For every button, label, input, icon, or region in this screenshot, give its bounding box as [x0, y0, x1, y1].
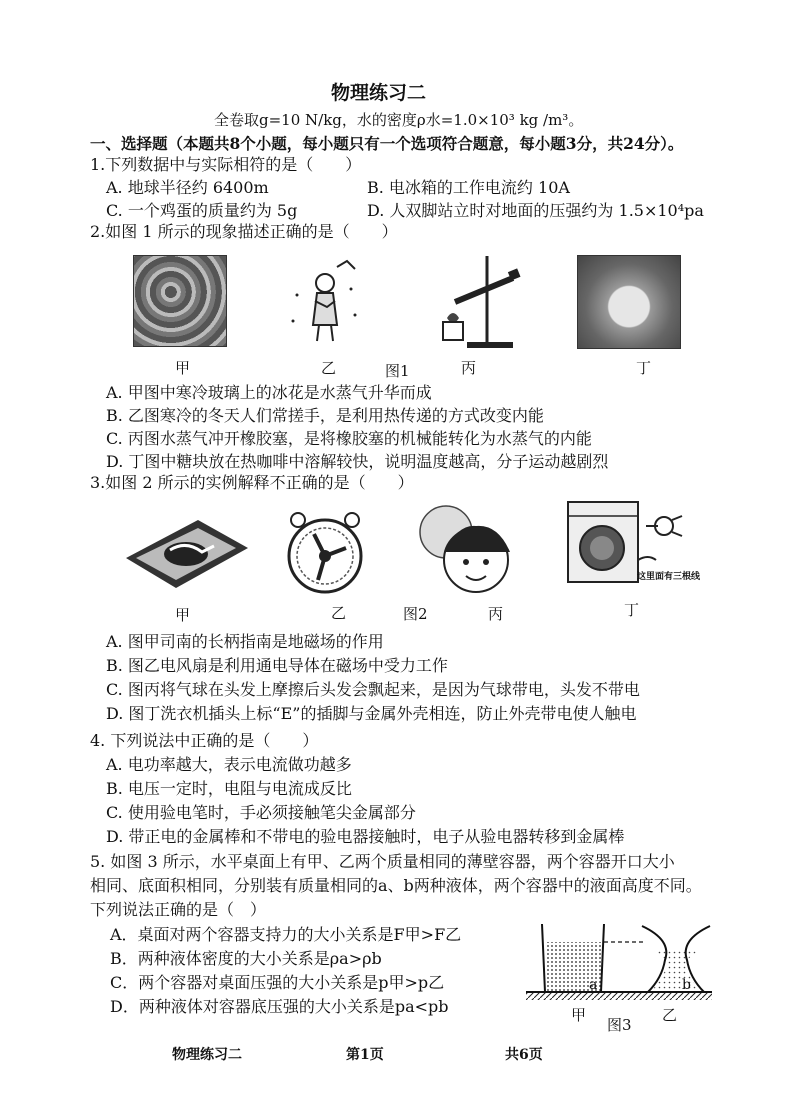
q3-option-d: D. 图丁洗衣机插头上标“E”的插脚与金属外壳相连，防止外壳带电使人触电 [106, 704, 637, 723]
q4-option-d: D. 带正电的金属棒和不带电的验电器接触时，电子从验电器转移到金属棒 [106, 827, 625, 846]
q5-option-b: B．两种液体密度的大小关系是ρa>ρb [110, 949, 382, 968]
q4-option-b: B. 电压一定时，电阻与电流成反比 [106, 779, 352, 798]
fig1-rubbing-hands-illustration [285, 255, 365, 345]
q2-option-d: D. 丁图中糖块放在热咖啡中溶解较快，说明温度越高，分子运动越剧烈 [106, 452, 609, 471]
q1-option-a: A. 地球半径约 6400m [106, 178, 269, 197]
q2-option-b: B. 乙图寒冷的冬天人们常搓手，是利用热传递的方式改变内能 [106, 406, 544, 425]
section-heading: 一、选择题（本题共8个小题，每小题只有一个选项符合题意，每小题3分，共24分）。 [90, 134, 684, 153]
fig3-label-yi: 乙 [662, 1006, 678, 1024]
q4-option-a: A. 电功率越大，表示电流做功越多 [106, 755, 352, 774]
footer-total-pages: 共6页 [505, 1047, 543, 1063]
fig2-label-yi: 乙 [331, 604, 347, 622]
fig1-label-yi: 乙 [321, 359, 337, 377]
fig2-balloon-hair-illustration [406, 504, 524, 598]
q2-stem: 2.如图 1 所示的现象描述正确的是（ ） [90, 222, 398, 241]
q1-option-b: B. 电冰箱的工作电流约 10A [367, 178, 570, 197]
fig1-label-ding: 丁 [636, 359, 652, 377]
q3-option-a: A. 图甲司南的长柄指南是地磁场的作用 [106, 632, 384, 651]
fig1-frost-photo [133, 255, 227, 347]
q1-option-c: C. 一个鸡蛋的质量约为 5g [106, 201, 298, 220]
fig1-label-bing: 丙 [461, 359, 477, 377]
fig1-label-jia: 甲 [175, 359, 191, 377]
q3-stem: 3.如图 2 所示的实例解释不正确的是（ ） [90, 473, 414, 492]
q2-option-a: A. 甲图中寒冷玻璃上的冰花是水蒸气升华而成 [106, 383, 432, 402]
q5-option-d: D．两种液体对容器底压强的大小关系是pa<pb [110, 997, 449, 1016]
fig3-liquid-a-label: a [589, 977, 598, 993]
q5-option-a: A．桌面对两个容器支持力的大小关系是F甲>F乙 [110, 925, 462, 944]
fig1-steam-stopper-apparatus [425, 248, 535, 353]
fig2-caption: 图2 [403, 605, 428, 623]
q5-stem-line3: 下列说法正确的是（ ） [90, 900, 267, 919]
fig2-electric-fan-illustration [284, 510, 366, 596]
fig3-caption: 图3 [607, 1016, 632, 1034]
q2-option-c: C. 丙图水蒸气冲开橡胶塞，是将橡胶塞的机械能转化为水蒸气的内能 [106, 429, 592, 448]
q5-stem-line1: 5. 如图 3 所示，水平桌面上有甲、乙两个质量相同的薄壁容器，两个容器开口大小 [90, 852, 675, 871]
fig3-liquid-b-label: b [682, 977, 691, 993]
constants-note: 全卷取g=10 N/kg，水的密度ρ水=1.0×10³ kg /m³。 [214, 111, 584, 129]
fig2-label-jia: 甲 [175, 606, 191, 624]
q3-option-c: C. 图丙将气球在头发上摩擦后头发会飘起来，是因为气球带电，头发不带电 [106, 680, 640, 699]
fig3-label-jia: 甲 [571, 1006, 587, 1024]
fig2-plug-note: 这里面有三根线 [637, 572, 701, 582]
page-title: 物理练习二 [331, 82, 427, 104]
footer-page-number: 第1页 [346, 1047, 384, 1063]
fig1-caption: 图1 [385, 362, 410, 380]
footer-title: 物理练习二 [172, 1047, 242, 1063]
q4-option-c: C. 使用验电笔时，手必须接触笔尖金属部分 [106, 803, 416, 822]
fig2-label-ding: 丁 [624, 601, 640, 619]
q5-stem-line2: 相同、底面积相同，分别装有质量相同的a、b两种液体，两个容器中的液面高度不同。 [90, 876, 702, 895]
q1-stem: 1.下列数据中与实际相符的是（ ） [90, 155, 362, 174]
fig2-label-bing: 丙 [488, 605, 504, 623]
fig2-compass-sinan-illustration [122, 512, 252, 592]
q5-option-c: C．两个容器对桌面压强的大小关系是p甲>p乙 [110, 973, 445, 992]
q1-option-d: D. 人双脚站立时对地面的压强约为 1.5×10⁴pa [367, 201, 704, 220]
fig1-coffee-cup-photo [577, 255, 681, 349]
q4-stem: 4. 下列说法中正确的是（ ） [90, 731, 319, 750]
q3-option-b: B. 图乙电风扇是利用通电导体在磁场中受力工作 [106, 656, 448, 675]
